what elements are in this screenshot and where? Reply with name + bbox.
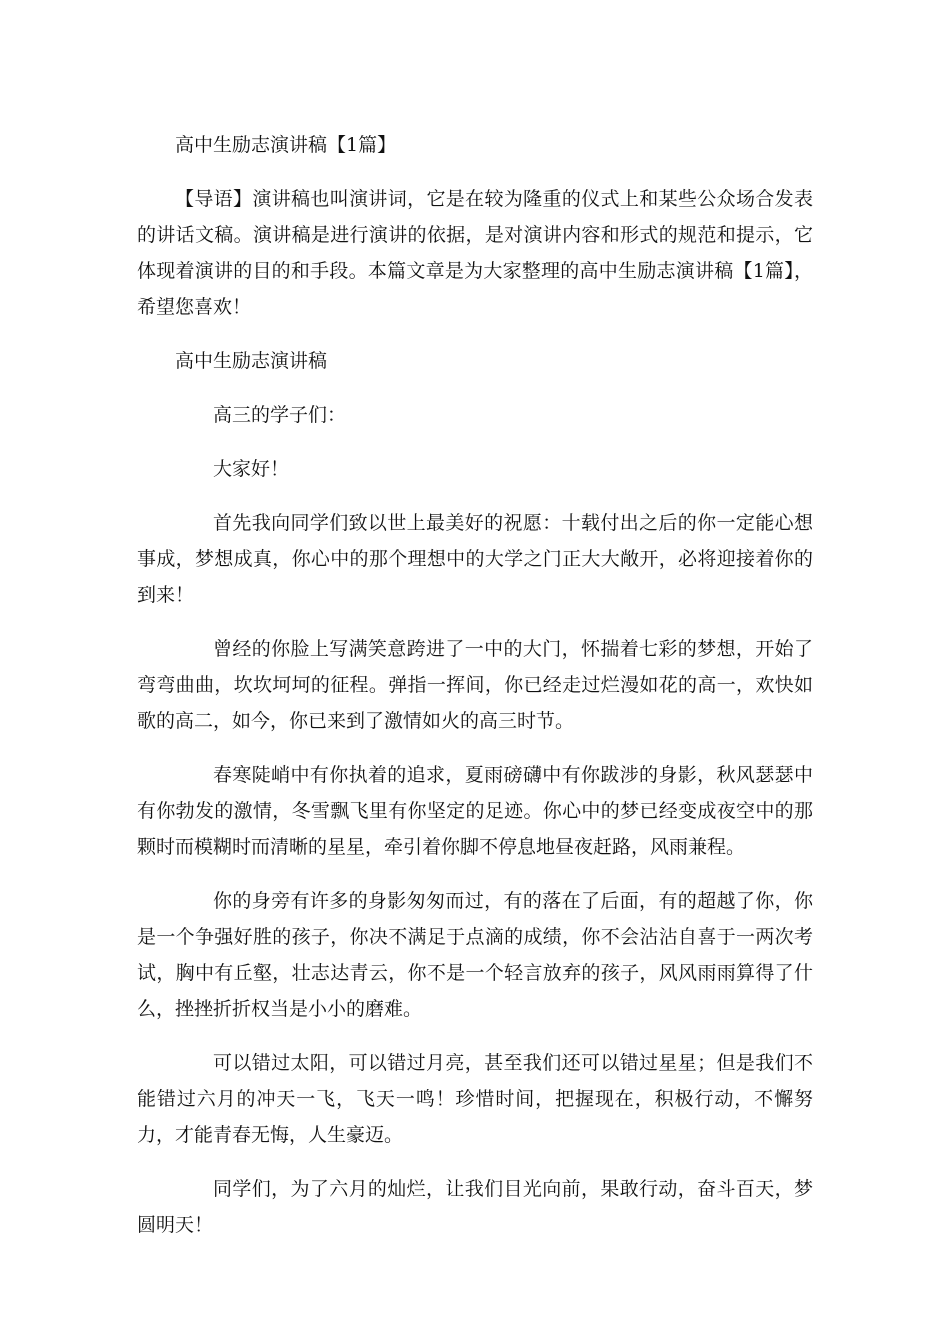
- greeting: 大家好！: [213, 458, 290, 480]
- body-paragraph: 曾经的你脸上写满笑意跨进了一中的大门，怀揣着七彩的梦想，开始了弯弯曲曲，坎坎坷坷的征程。弹指一挥间，你已经走过烂漫如花的高一，欢快如歌的高二，如今，你已来到了激情如火的高三时节。: [137, 638, 813, 732]
- document-body: [137, 127, 813, 1261]
- body-paragraph: 春寒陡峭中有你执着的追求，夏雨磅礴中有你跋涉的身影，秋风瑟瑟中有你勃发的激情，冬雪飘飞里有你坚定的足迹。你心中的梦已经变成夜空中的那颗时而模糊时而清晰的星星，牵引着你脚不停息地昼夜赶路，风雨兼程。: [137, 764, 813, 858]
- document-title: 高中生励志演讲稿【1篇】: [175, 134, 397, 156]
- body-paragraph: 可以错过太阳，可以错过月亮，甚至我们还可以错过星星；但是我们不能错过六月的冲天一飞，飞天一鸣！珍惜时间，把握现在，积极行动，不懈努力，才能青春无悔，人生豪迈。: [137, 1052, 813, 1146]
- speech-title: 高中生励志演讲稿: [175, 350, 328, 372]
- body-paragraph: 首先我向同学们致以世上最美好的祝愿：十载付出之后的你一定能心想事成，梦想成真，你心中的那个理想中的大学之门正大大敞开，必将迎接着你的到来！: [137, 512, 813, 606]
- body-paragraph: 同学们，为了六月的灿烂，让我们目光向前，果敢行动，奋斗百天，梦圆明天！: [137, 1178, 813, 1236]
- intro-paragraph: 【导语】演讲稿也叫演讲词，它是在较为隆重的仪式上和某些公众场合发表的讲话文稿。演讲稿是进行演讲的依据，是对演讲内容和形式的规范和提示，它体现着演讲的目的和手段。本篇文章是为大家整理的高中生励志演讲稿【1篇】，希望您喜欢！: [137, 188, 813, 318]
- body-paragraph: 你的身旁有许多的身影匆匆而过，有的落在了后面，有的超越了你，你是一个争强好胜的孩子，你决不满足于点滴的成绩，你不会沾沾自喜于一两次考试，胸中有丘壑，壮志达青云，你不是一个轻言放弃的孩子，风风雨雨算得了什么，挫挫折折权当是小小的磨难。: [137, 890, 813, 1020]
- salutation: 高三的学子们：: [213, 404, 347, 426]
